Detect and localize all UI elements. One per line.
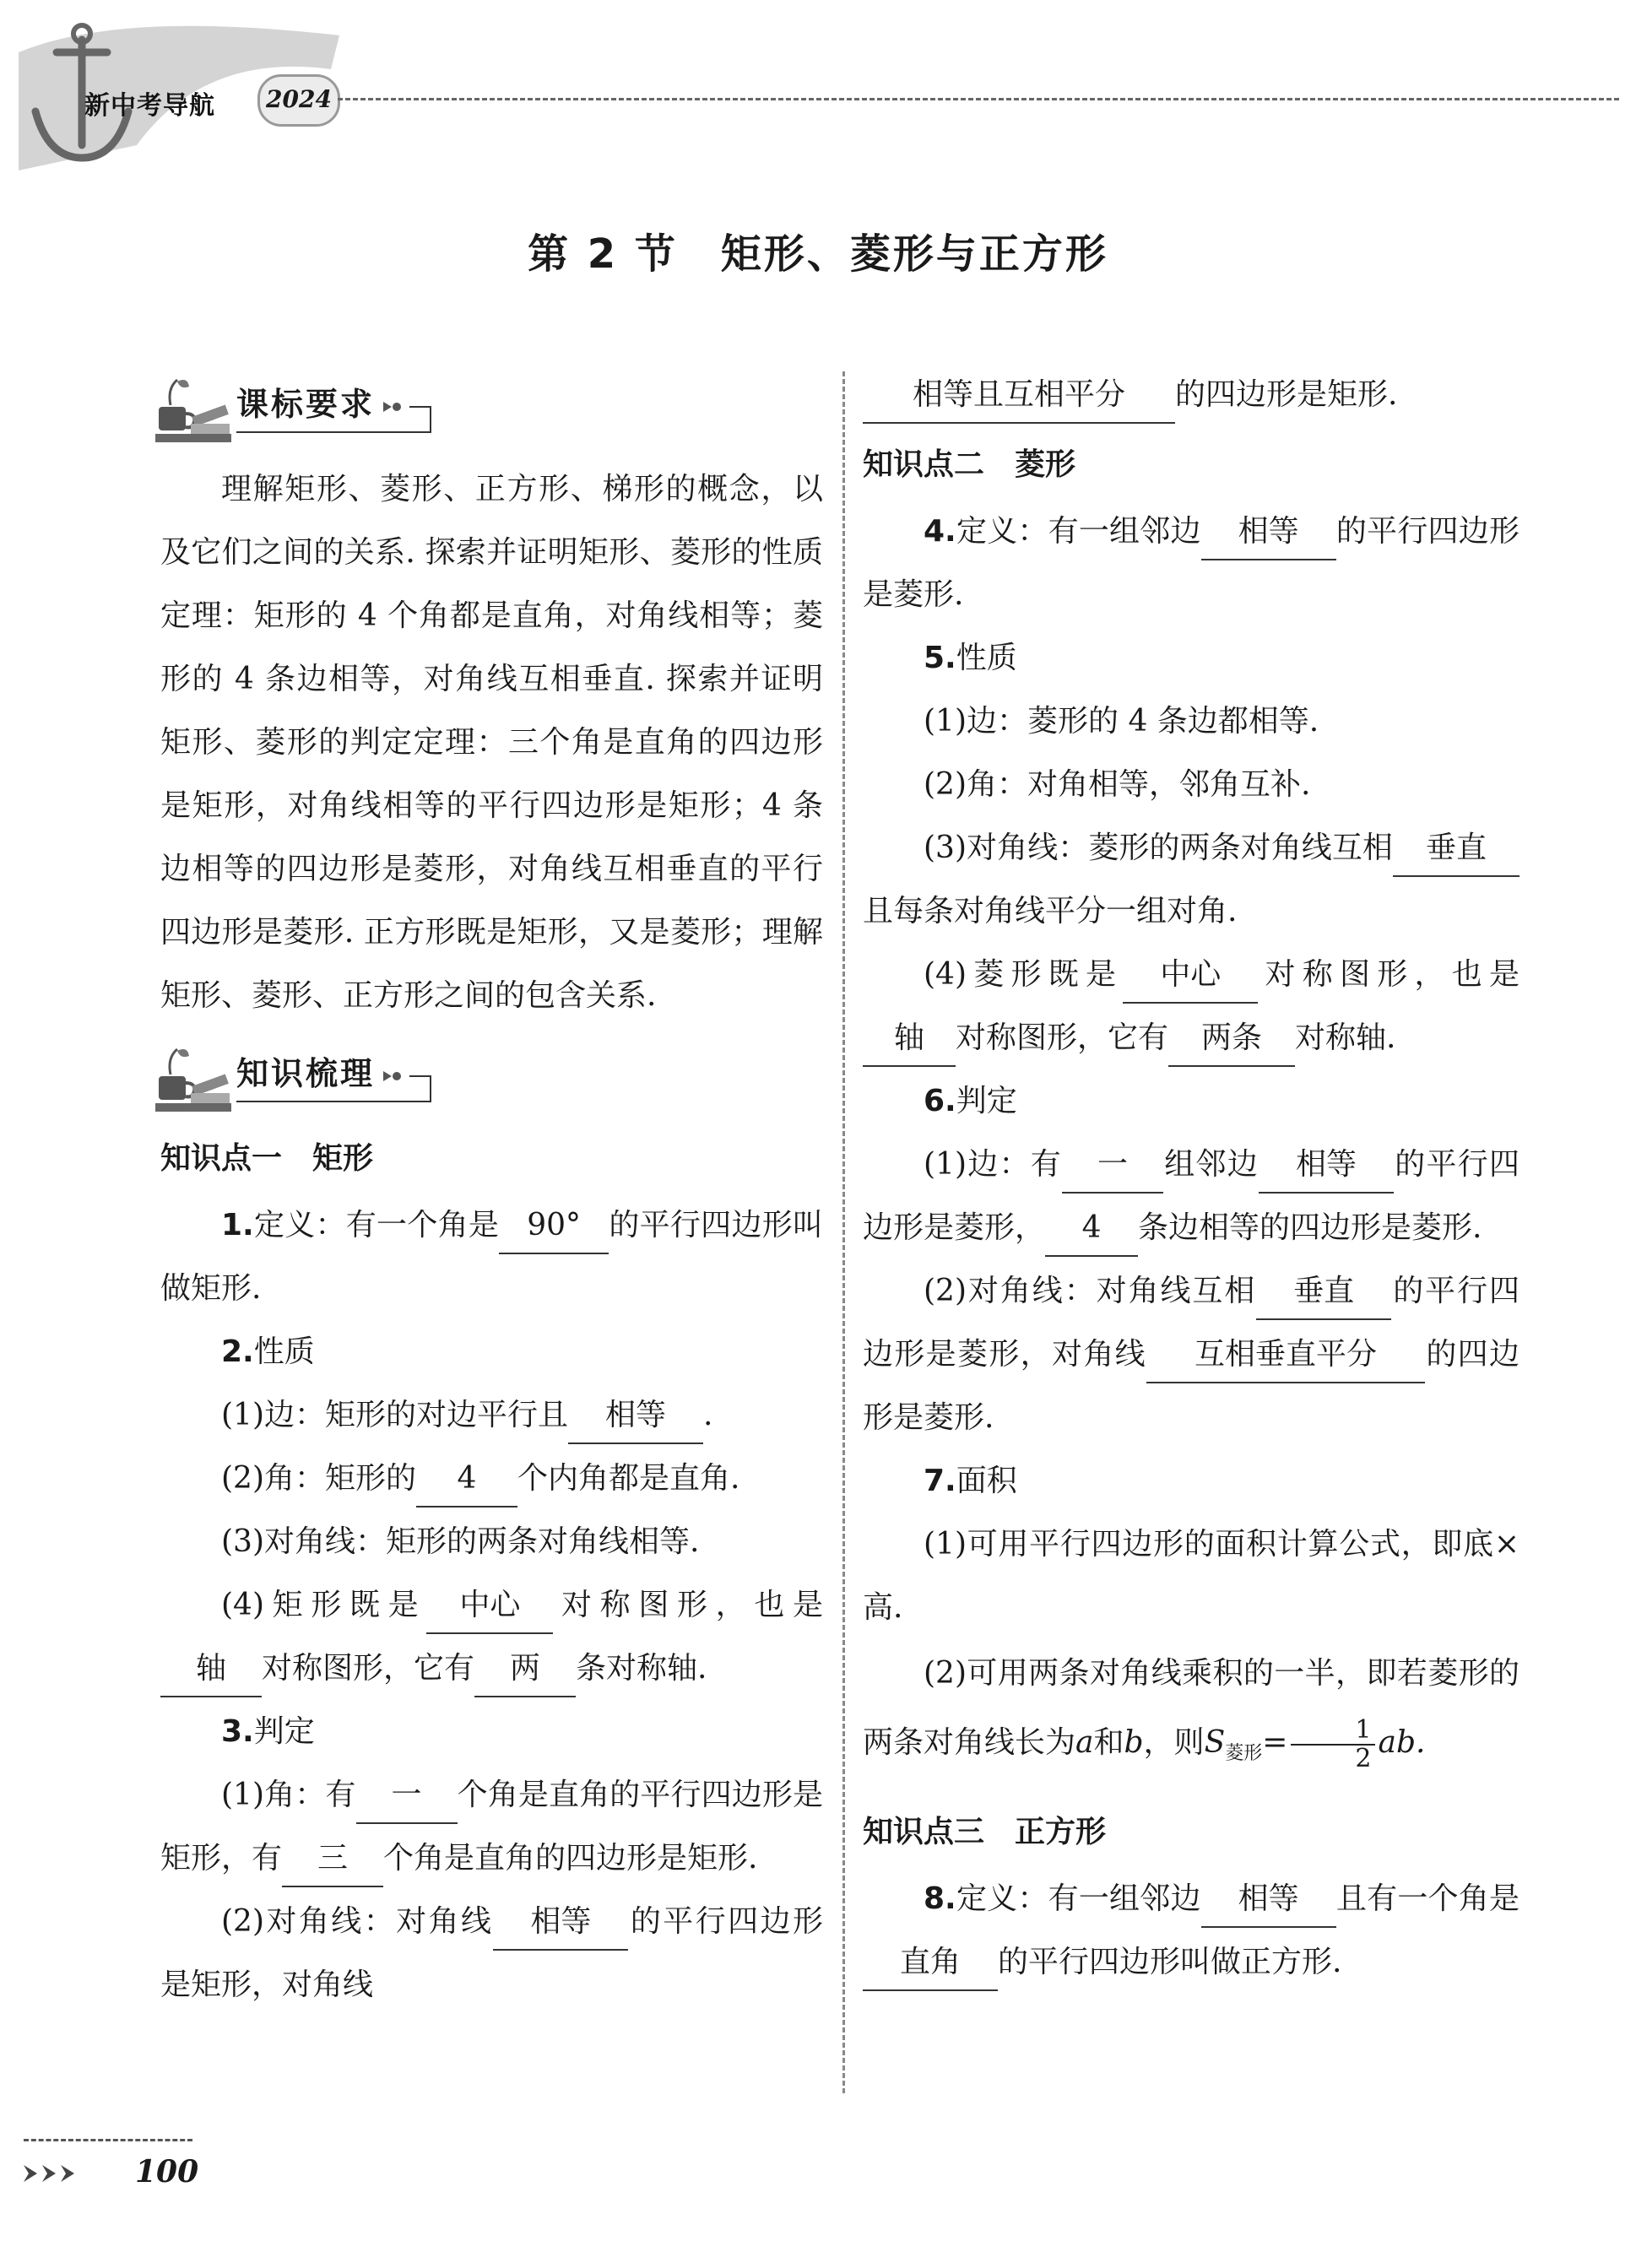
text-segment: 组邻边 (1162, 1147, 1259, 1182)
answer-blank: 中心 (426, 1578, 553, 1634)
answer-blank: 垂直 (1256, 1264, 1391, 1320)
answer-blank: 相等 (1259, 1138, 1394, 1194)
answer-blank: 4 (1045, 1201, 1138, 1257)
answer-blank: 相等 (493, 1895, 628, 1951)
text-segment: 个角是直角的平行四边形是矩形，有 (160, 1778, 823, 1876)
text-segment: (2)可用两条对角线乘积的一半，即若菱形的两条对角线长为 (863, 1656, 1520, 1760)
text-segment: 的平行四边形是矩形，对角线 (160, 1904, 823, 2002)
books-cup-icon (152, 373, 232, 447)
item-number: 1. (221, 1208, 254, 1242)
text-segment: (1)边：有 (924, 1147, 1062, 1182)
text-segment: 且每条对角线平分一组对角. (863, 894, 1238, 928)
text-segment: 的四边形是菱形. (863, 1337, 1520, 1435)
text-segment: 性质 (253, 1334, 315, 1369)
knowledge-point-title: 知识点二 菱形 (863, 447, 1076, 482)
answer-blank: 三 (282, 1832, 383, 1887)
answer-blank: 轴 (160, 1642, 262, 1697)
right-column (863, 363, 1520, 1994)
requirements-text: 理解矩形、菱形、正方形、梯形的概念，以及它们之间的关系. 探索并证明矩形、菱形的性质定理：矩形的 4 个角都是直角，对角线相等；菱形的 4 条边相等，对角线互相垂直. 探索并证明矩形、菱形的判定定理：三个角是直角的四边形是矩形，对角线相等的平行四边形是矩形；4 条边相等的四边形是菱形，对角线互相垂直的平行四边形是菱形. 正方形既是矩形，又是菱形；理解矩形、菱形、正方形之间的包含关系. (160, 472, 823, 1013)
text-segment: (4)菱形既是 (924, 957, 1124, 992)
text-segment: ，则 (1143, 1725, 1205, 1760)
text-segment: 对称图形，也是 (553, 1588, 823, 1622)
kp2-item7 (863, 1449, 1520, 1513)
answer-blank: 垂直 (1393, 821, 1520, 877)
text-segment: 个角是直角的四边形是矩形. (383, 1841, 758, 1876)
text-segment: (1)边：矩形的对边平行且 (221, 1398, 568, 1432)
footer-divider (24, 2139, 192, 2141)
kp1-property-2 (160, 1447, 823, 1510)
math-subscript: 菱形 (1225, 1743, 1263, 1765)
fraction-numerator: 1 (1291, 1717, 1374, 1746)
text-segment: 条对称轴. (576, 1651, 707, 1686)
text-segment: (2)对角线：对角线互相 (924, 1274, 1257, 1308)
page-header (0, 0, 1636, 177)
kp2-property-4 (863, 943, 1520, 1069)
math-operator: = (1262, 1725, 1288, 1760)
header-divider (338, 98, 1619, 100)
kp1-property-3: (3)对角线：矩形的两条对角线相等. (221, 1524, 700, 1559)
fraction (1291, 1717, 1374, 1773)
math-variable: a (1075, 1725, 1094, 1760)
answer-blank: 相等 (1201, 505, 1336, 560)
year-badge: 2024 (257, 74, 340, 127)
brand-label: 新中考导航 (84, 91, 215, 121)
text-segment: (2)角：矩形的 (221, 1461, 416, 1496)
answer-blank: 90° (499, 1199, 609, 1254)
text-segment: 定义：有一组邻边 (956, 514, 1201, 549)
chevron-arrows-icon (24, 2161, 133, 2186)
text-segment: 的平行四边形是菱形. (863, 514, 1520, 612)
answer-blank: 相等 (568, 1388, 703, 1444)
item-number: 5. (924, 641, 956, 675)
text-segment: 且有一个角是 (1335, 1881, 1520, 1917)
text-segment: 的平行四边形叫做正方形. (998, 1945, 1342, 1980)
fraction-denominator: 2 (1355, 1744, 1372, 1773)
text-segment: 对称图形，它有 (262, 1651, 475, 1686)
text-segment: 对称图形，也是 (1258, 957, 1520, 992)
math-variable: S (1204, 1725, 1226, 1760)
text-segment: 判定 (253, 1714, 315, 1749)
answer-blank: 一 (1062, 1138, 1163, 1194)
kp1-criterion-2 (160, 1890, 823, 2016)
text-segment: 对称图形，它有 (956, 1020, 1169, 1055)
answer-blank: 中心 (1123, 948, 1258, 1004)
knowledge-point-title: 知识点三 正方形 (863, 1815, 1107, 1850)
heading-underline (236, 1042, 439, 1117)
text-segment: 的平行四边形叫做矩形. (160, 1208, 823, 1306)
answer-blank: 互相垂直平分 (1146, 1328, 1425, 1383)
kp1-item3 (160, 1700, 823, 1763)
text-segment: 的平行四边形是菱形， (863, 1147, 1520, 1245)
text-segment: 判定 (956, 1084, 1017, 1118)
kp3-item8 (863, 1867, 1520, 1994)
kp2-criterion-2 (863, 1259, 1520, 1449)
kp2-area-2 (863, 1639, 1520, 1789)
text-segment: (2)对角线：对角线 (221, 1904, 494, 1939)
kp2-item6 (863, 1069, 1520, 1133)
kp1-property-4 (160, 1573, 823, 1700)
item-number: 8. (924, 1881, 956, 1917)
text-segment: (4)矩形既是 (221, 1588, 427, 1622)
kp1-item1 (160, 1194, 823, 1320)
item-number: 4. (924, 514, 956, 549)
item-number: 3. (221, 1714, 254, 1749)
answer-blank: 相等且互相平分 (863, 368, 1175, 424)
left-column (160, 363, 823, 2016)
answer-blank: 直角 (863, 1935, 998, 1991)
kp1-criterion-2-continued (863, 363, 1520, 426)
kp1-item2 (160, 1320, 823, 1383)
kp2-property-2: (2)角：对角相等，邻角互补. (924, 767, 1311, 802)
section-heading-label: 知识梳理 (236, 1055, 376, 1092)
knowledge-point-title: 知识点一 矩形 (160, 1141, 374, 1176)
answer-blank: 两 (474, 1642, 576, 1697)
item-number: 7. (924, 1464, 956, 1498)
answer-blank: 轴 (863, 1011, 956, 1067)
text-segment: 条边相等的四边形是菱形. (1138, 1210, 1482, 1245)
item-number: 6. (924, 1084, 956, 1118)
page-number: 100 (135, 2154, 199, 2190)
kp2-item5 (863, 626, 1520, 690)
math-variable: b (1124, 1725, 1144, 1760)
text-segment: 面积 (956, 1464, 1017, 1498)
text-segment: 性质 (956, 641, 1017, 675)
page-title: 第 2 节 矩形、菱形与正方形 (528, 230, 1108, 278)
text-segment: 定义：有一组邻边 (956, 1881, 1201, 1917)
item-number: 2. (221, 1334, 254, 1369)
kp2-item4 (863, 500, 1520, 626)
text-segment: 对称轴. (1295, 1020, 1396, 1055)
text-segment: (1)角：有 (221, 1778, 356, 1812)
section-heading-label: 课标要求 (236, 386, 376, 423)
kp1-property-1 (160, 1383, 823, 1447)
section-heading-knowledge (152, 1042, 823, 1117)
answer-blank: 4 (416, 1452, 517, 1507)
section-heading-requirements (152, 373, 823, 447)
text-segment: 和 (1093, 1725, 1124, 1760)
text-segment: 的四边形是矩形. (1175, 377, 1398, 412)
text-segment: 的平行四边形是菱形，对角线 (863, 1274, 1520, 1372)
books-cup-icon (152, 1042, 232, 1117)
column-divider (842, 371, 845, 2093)
answer-blank: 一 (356, 1768, 458, 1824)
text-segment: . (703, 1398, 713, 1432)
text-segment: 个内角都是直角. (517, 1461, 740, 1496)
text-segment: 定义：有一个角是 (253, 1208, 500, 1242)
kp2-criterion-1 (863, 1133, 1520, 1259)
text-segment: (3)对角线：菱形的两条对角线互相 (924, 831, 1393, 865)
kp1-criterion-1 (160, 1763, 823, 1890)
answer-blank: 相等 (1201, 1872, 1336, 1928)
kp2-property-1: (1)边：菱形的 4 条边都相等. (924, 704, 1319, 739)
answer-blank: 两条 (1168, 1011, 1295, 1067)
kp2-area-1: (1)可用平行四边形的面积计算公式，即底×高. (863, 1527, 1520, 1625)
math-variable: ab. (1378, 1725, 1426, 1760)
heading-underline (236, 373, 439, 447)
kp2-property-3 (863, 816, 1520, 943)
